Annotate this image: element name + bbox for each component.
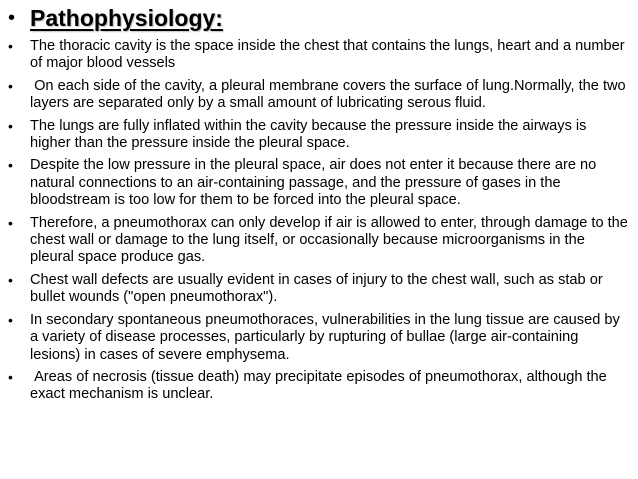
bullet-icon: •: [8, 38, 13, 54]
bullet-item: [8, 38, 630, 73]
bullet-item: [8, 312, 630, 364]
bullet-item: [8, 369, 630, 404]
bullet-icon: •: [8, 117, 13, 134]
bullet-text: On each side of the cavity, a pleural membrane covers the surface of lung.Normally, the two layers are separated only by a small amount of lubricating serous fluid.: [30, 77, 630, 112]
bullet-item: [8, 118, 630, 153]
bullet-list: [8, 38, 630, 409]
bullet-icon: •: [8, 157, 13, 174]
bullet-icon: •: [8, 214, 13, 231]
bullet-text: The thoracic cavity is the space inside the chest that contains the lungs, heart and a number of major blood vessels: [30, 38, 625, 72]
bullet-icon: •: [8, 311, 13, 328]
bullet-icon: •: [8, 77, 13, 94]
title-bullet-icon: •: [8, 7, 16, 29]
bullet-item: [8, 272, 630, 307]
title-row: [8, 4, 223, 32]
bullet-item: [8, 157, 630, 209]
bullet-text: The lungs are fully inflated within the cavity because the pressure inside the airways is higher than the pressure inside the pleural space.: [30, 117, 587, 152]
bullet-icon: •: [8, 271, 13, 288]
bullet-text: In secondary spontaneous pneumothoraces, vulnerabilities in the lung tissue are caused by a variety of disease processes, particularly by rupturing of bullae (large air-containing lesions) in cases of severe emphysema.: [30, 311, 620, 363]
bullet-text: Despite the low pressure in the pleural space, air does not enter it because there are no natural connections to an air-containing passage, and the pressure of gases in the bloodstream is too low for them to be forced into the pleural space.: [30, 157, 597, 209]
bullet-text: Therefore, a pneumothorax can only develop if air is allowed to enter, through damage to the chest wall or damage to the lung itself, or occasionally because microorganisms in the pleural space produce gas.: [30, 214, 628, 266]
bullet-item: [8, 215, 630, 267]
bullet-text: Chest wall defects are usually evident in cases of injury to the chest wall, such as stab or bullet wounds ("open pneumothorax").: [30, 271, 603, 306]
bullet-icon: •: [8, 368, 13, 385]
slide-title: Pathophysiology:: [30, 5, 223, 31]
bullet-text: Areas of necrosis (tissue death) may precipitate episodes of pneumothorax, although the exact mechanism is unclear.: [30, 368, 611, 403]
bullet-item: [8, 78, 630, 113]
